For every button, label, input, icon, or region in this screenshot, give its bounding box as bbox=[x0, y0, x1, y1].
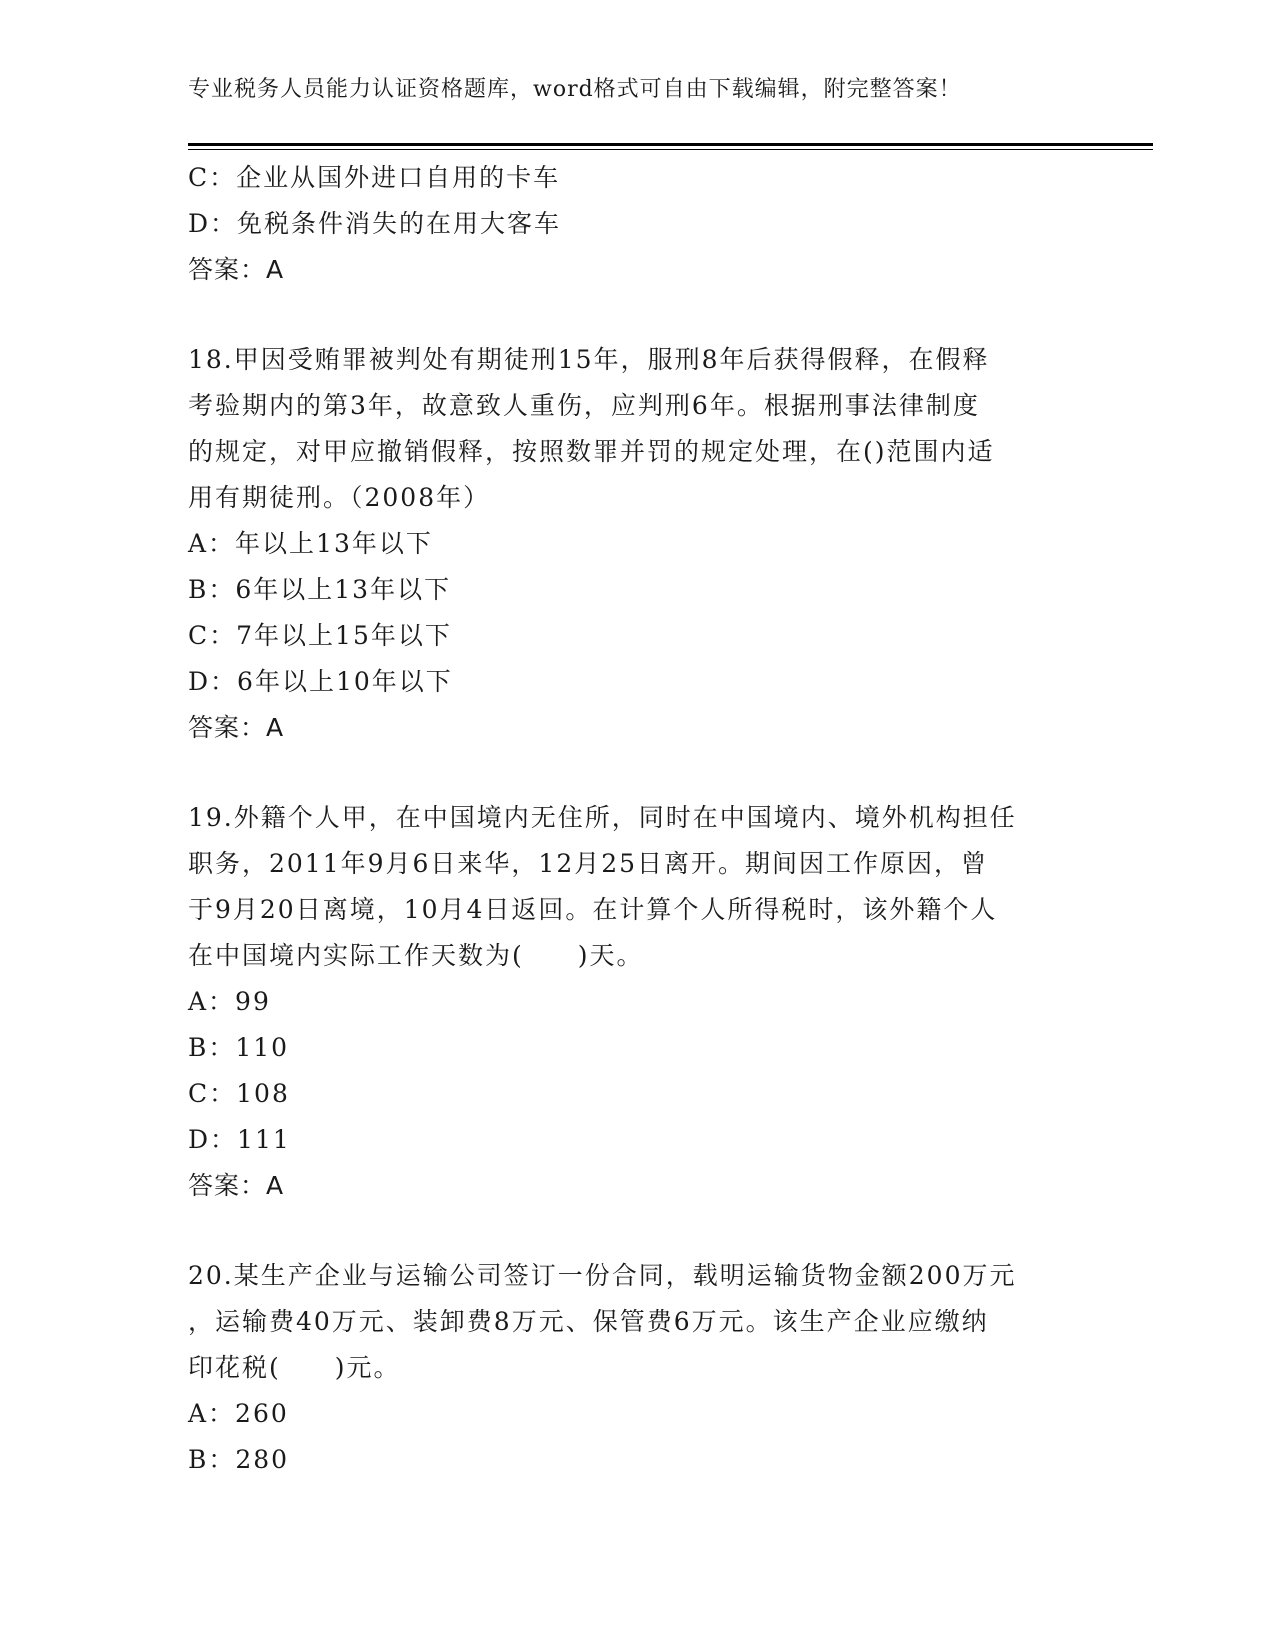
q20-stem-line-2: ，运输费40万元、装卸费8万元、保管费6万元。该生产企业应缴纳 bbox=[188, 1307, 989, 1336]
header-rule-thin bbox=[188, 149, 1153, 150]
document-body bbox=[188, 155, 1088, 1483]
q19-answer: 答案：A bbox=[188, 1171, 285, 1200]
q18-stem-line-4: 用有期徒刑。（2008年） bbox=[188, 483, 491, 512]
header-rule-thick bbox=[188, 143, 1153, 146]
q18-option-b: B：6年以上13年以下 bbox=[188, 575, 452, 604]
spacer bbox=[188, 751, 1088, 795]
q17-option-c: C：企业从国外进口自用的卡车 bbox=[188, 163, 561, 192]
q17-answer: 答案：A bbox=[188, 255, 285, 284]
q18-stem-line-1: 18.甲因受贿罪被判处有期徒刑15年，服刑8年后获得假释，在假释 bbox=[188, 345, 990, 374]
page-header: 专业税务人员能力认证资格题库，word格式可自由下载编辑，附完整答案！ bbox=[188, 77, 962, 102]
q19-stem-line-1: 19.外籍个人甲，在中国境内无住所，同时在中国境内、境外机构担任 bbox=[188, 803, 1017, 832]
q19-option-c: C：108 bbox=[188, 1079, 290, 1108]
q18-answer: 答案：A bbox=[188, 713, 285, 742]
q18-option-c: C：7年以上15年以下 bbox=[188, 621, 452, 650]
q19-option-d: D：111 bbox=[188, 1125, 291, 1154]
q19-stem-line-4: 在中国境内实际工作天数为( )天。 bbox=[188, 941, 644, 970]
spacer bbox=[188, 293, 1088, 337]
q20-option-a: A：260 bbox=[188, 1399, 289, 1428]
q19-stem-line-2: 职务，2011年9月6日来华，12月25日离开。期间因工作原因，曾 bbox=[188, 849, 989, 878]
q19-option-b: B：110 bbox=[188, 1033, 290, 1062]
q20-option-b: B：280 bbox=[188, 1445, 290, 1474]
q19-stem-line-3: 于9月20日离境，10月4日返回。在计算个人所得税时，该外籍个人 bbox=[188, 895, 998, 924]
q18-stem-line-3: 的规定，对甲应撤销假释，按照数罪并罚的规定处理，在()范围内适 bbox=[188, 437, 995, 466]
q17-option-d: D：免税条件消失的在用大客车 bbox=[188, 209, 562, 238]
q19-option-a: A：99 bbox=[188, 987, 271, 1016]
q18-option-a: A：年以上13年以下 bbox=[188, 529, 433, 558]
q20-stem-line-3: 印花税( )元。 bbox=[188, 1353, 401, 1382]
q18-stem-line-2: 考验期内的第3年，故意致人重伤，应判刑6年。根据刑事法律制度 bbox=[188, 391, 980, 420]
spacer bbox=[188, 1209, 1088, 1253]
q18-option-d: D：6年以上10年以下 bbox=[188, 667, 453, 696]
q20-stem-line-1: 20.某生产企业与运输公司签订一份合同，载明运输货物金额200万元 bbox=[188, 1261, 1017, 1290]
